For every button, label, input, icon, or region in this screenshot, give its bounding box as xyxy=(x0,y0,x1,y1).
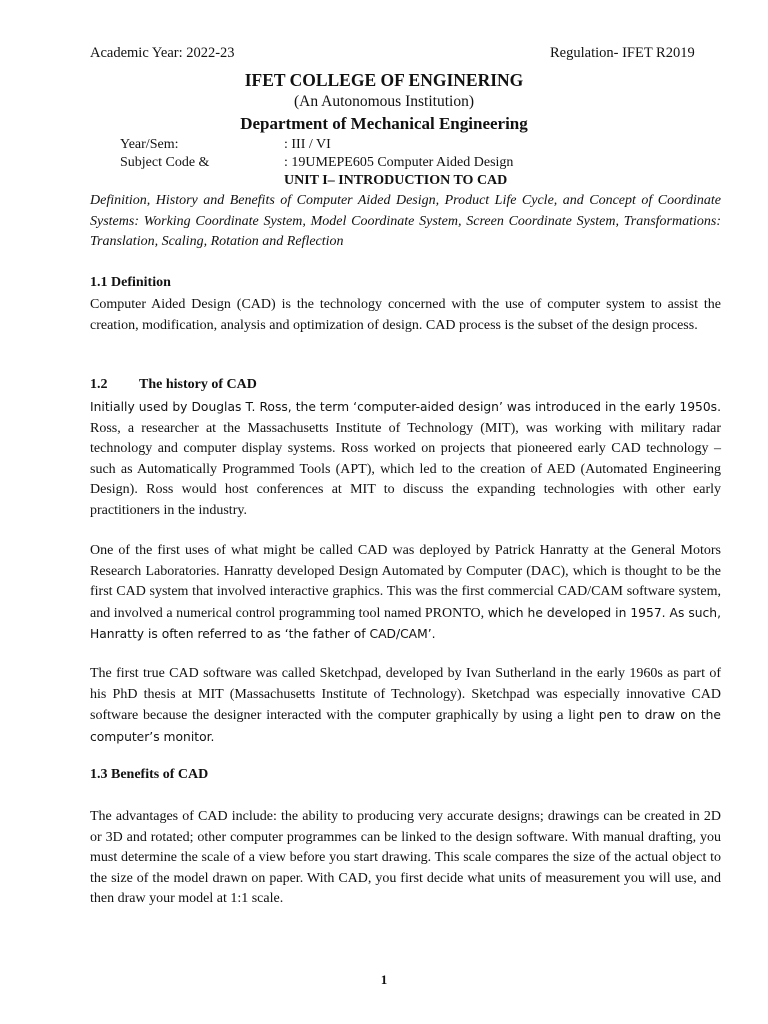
history-paragraph-1 xyxy=(90,397,721,521)
history-p1-rest: Ross, a researcher at the Massachusetts Institute of Technology (MIT), was working with military radar technology and computer display systems. Ross worked on projects that pioneered early CAD technology – such as Automatically Programmed Tools (APT), which led to the creation of AED (Automated Engineering Design). Ross would host conferences at MIT to discuss the expanding technologies with other early practitioners in the industry. xyxy=(90,420,721,518)
history-p2-text: One of the first uses of what might be called CAD was deployed by Patrick Hanratty at the General Motors Research Laboratories. Hanratty developed Design Automated by Computer (DAC), which is thought to be the first CAD system that involved interactive graphics. This was the first commercial CAD/CAM software system, and involved a numerical control programming tool named PRONTO, xyxy=(90,543,721,621)
department-name: Department of Mechanical Engineering xyxy=(240,114,528,133)
history-paragraph-3 xyxy=(90,664,721,748)
history-paragraph-2 xyxy=(90,541,721,646)
college-name: IFET COLLEGE OF ENGINERING xyxy=(244,70,524,90)
regulation: Regulation- IFET R2019 xyxy=(550,45,695,61)
history-heading: The history of CAD xyxy=(139,377,257,392)
benefits-text: The advantages of CAD include: the ability to producing very accurate designs; drawings can be created in 2D or 3D and rotated; other computer programmes can be linked to the design software. With manual drafting, you must determine the scale of a view before you start drawing. This scale compares the size of the actual object to the size of the model drawn on paper. With CAD, you first decide what units of measurement you will use, and then draw your model at 1:1 scale. xyxy=(90,809,721,906)
history-p3-text: The first true CAD software was called Sketchpad, developed by Ivan Sutherland in the early 1960s as part of his PhD thesis at MIT (Massachusetts Institute of Technology). Sketchpad was especially innovative CAD software because the designer interacted with the computer graphically by using a light xyxy=(90,666,721,723)
benefits-heading: 1.3 Benefits of CAD xyxy=(90,767,209,782)
subject-code-value: : 19UMEPE605 Computer Aided Design xyxy=(284,155,514,170)
unit-title: UNIT I– INTRODUCTION TO CAD xyxy=(284,173,508,188)
history-p2-sans: which he developed in 1957. As such, Hanratty is often referred to as ‘the father of CAD/CAM’. xyxy=(90,605,722,641)
definition-heading: 1.1 Definition xyxy=(90,275,171,290)
year-sem-value: : III / VI xyxy=(284,137,331,152)
college-subtitle: (An Autonomous Institution) xyxy=(294,93,474,110)
history-p1-sans: Initially used by Douglas T. Ross, the term ‘computer-aided design’ was introduced in the early 1950s. xyxy=(90,400,721,414)
definition-text: Computer Aided Design (CAD) is the technology concerned with the use of computer system to assist the creation, modification, analysis and optimization of design. CAD process is the subset of the design process. xyxy=(90,297,721,333)
subject-code-label: Subject Code & xyxy=(120,155,210,170)
year-sem-label: Year/Sem: xyxy=(120,137,179,152)
history-p3-sans: pen to draw on the computer’s monitor. xyxy=(90,708,722,744)
academic-year: Academic Year: 2022-23 xyxy=(90,45,235,61)
page-number: 1 xyxy=(380,972,388,987)
syllabus-text: Definition, History and Benefits of Computer Aided Design, Product Life Cycle, and Concept of Coordinate Systems: Working Coordinate System, Model Coordinate System, Screen Coordinate System, Transformations: Translation, Scaling, Rotation and Reflection xyxy=(90,193,721,249)
history-heading-number: 1.2 xyxy=(90,377,108,392)
